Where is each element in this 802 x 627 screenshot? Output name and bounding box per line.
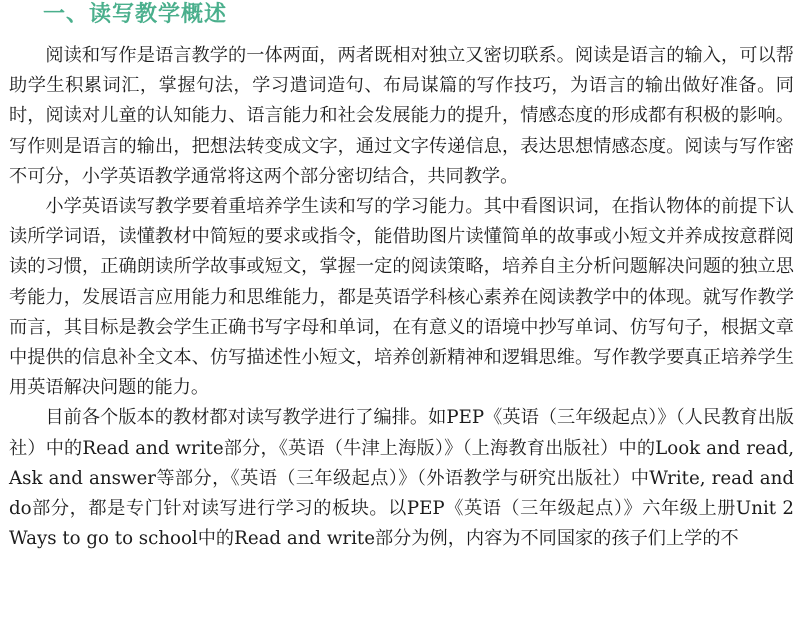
paragraph-textbook-examples: 目前各个版本的教材都对读写教学进行了编排。如PEP《英语（三年级起点）》（人民教育出版社）中的Read and write部分，《英语（牛津上海版）》（上海教育出版社）中的Look and read, Ask and answer等部分，《英语（三年级起点）》（外语教学与研究出版社）中Write, read and do部分，都是专门针对读写进行学习的板块。以PEP《英语（三年级起点）》六年级上册Unit 2 Ways to go to school中的Read and write部分为例，内容为不同国家的孩子们上学的不 (9, 407, 794, 550)
paragraph-reading-writing-overview: 阅读和写作是语言教学的一体两面，两者既相对独立又密切联系。阅读是语言的输入，可以帮助学生积累词汇，掌握句法，学习遣词造句、布局谋篇的写作技巧，为语言的输出做好准备。同时，阅读对儿童的认知能力、语言能力和社会发展能力的提升，情感态度的形成都有积极的影响。写作则是语言的输出，把想法转变成文字，通过文字传递信息，表达思想情感态度。阅读与写作密不可分，小学英语教学通常将这两个部分密切结合，共同教学。 (9, 45, 794, 187)
paragraph-teaching-goals: 小学英语读写教学要着重培养学生读和写的学习能力。其中看图识词，在指认物体的前提下认读所学词语，读懂教材中简短的要求或指令，能借助图片读懂简单的故事或小短文并养成按意群阅读的习惯，正确朗读所学故事或短文，掌握一定的阅读策略，培养自主分析问题解决问题的独立思考能力，发展语言应用能力和思维能力，都是英语学科核心素养在阅读教学中的体现。就写作教学而言，其目标是教会学生正确书写字母和单词，在有意义的语境中抄写单词、仿写句子，根据文章中提供的信息补全文本、仿写描述性小短文，培养创新精神和逻辑思维。写作教学要真正培养学生用英语解决问题的能力。 (9, 196, 794, 399)
section-heading: 一、读写教学概述 (43, 2, 228, 27)
body-text (9, 41, 794, 554)
